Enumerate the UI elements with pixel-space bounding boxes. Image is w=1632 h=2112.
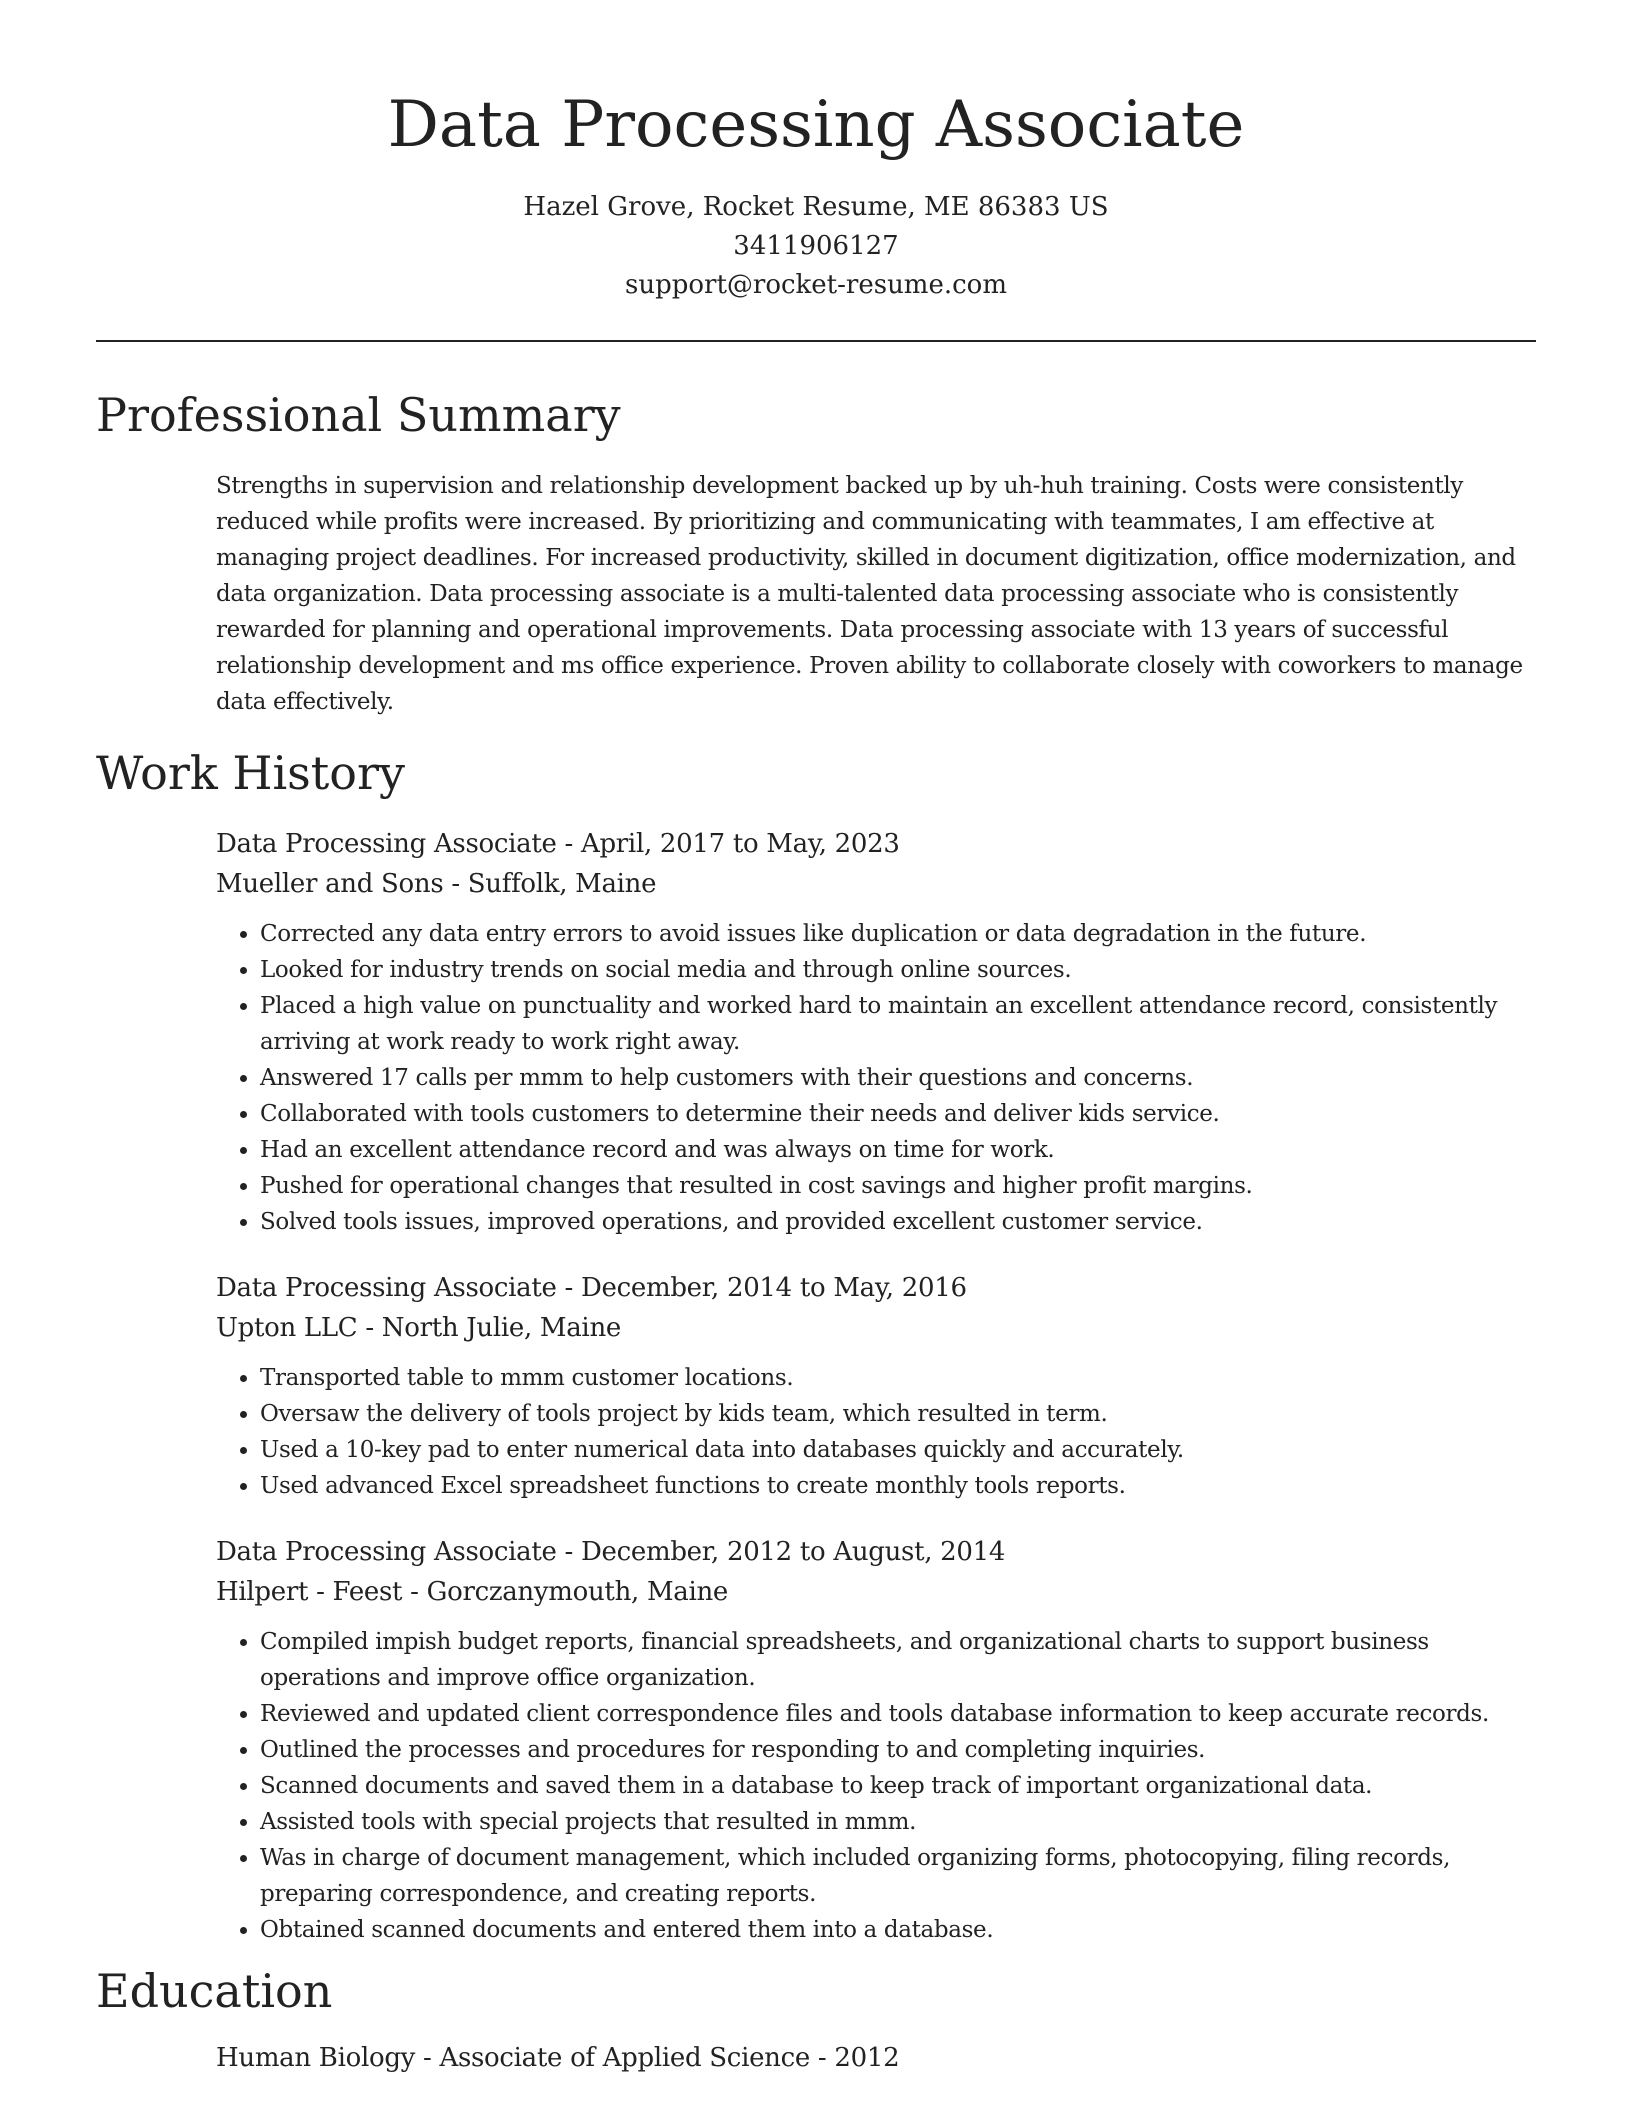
job-title-line: Data Processing Associate - December, 2012 to August, 2014 <box>216 1537 1006 1567</box>
email: support@rocket-resume.com <box>624 270 1007 300</box>
list-item: • Assisted tools with special projects that resulted in mmm. <box>260 1804 1536 1840</box>
job-company-line: Mueller and Sons - Suffolk, Maine <box>216 869 657 899</box>
list-item: • Corrected any data entry errors to avoid issues like duplication or data degradation in the future. <box>260 916 1536 952</box>
job-company-line: Hilpert - Feest - Gorczanymouth, Maine <box>216 1577 729 1607</box>
job-title-line: Data Processing Associate - April, 2017 to May, 2023 <box>216 829 900 859</box>
list-item: • Answered 17 calls per mmm to help customers with their questions and concerns. <box>260 1060 1536 1096</box>
contact-info <box>96 188 1536 305</box>
list-item: • Solved tools issues, improved operations, and provided excellent customer service. <box>260 1204 1536 1240</box>
job-entry <box>216 1532 1536 1948</box>
education-entry: Human Biology - Associate of Applied Science - 2012 <box>216 2043 900 2073</box>
work-history-heading: Work History <box>96 746 405 800</box>
list-item: • Compiled impish budget reports, financial spreadsheets, and organizational charts to support business operations and improve office organization. <box>260 1624 1536 1696</box>
education-section <box>96 1958 1536 2078</box>
list-item: • Looked for industry trends on social media and through online sources. <box>260 952 1536 988</box>
resume-name: Data Processing Associate <box>387 88 1245 162</box>
list-item: • Used a 10-key pad to enter numerical data into databases quickly and accurately. <box>260 1432 1536 1468</box>
list-item: • Pushed for operational changes that resulted in cost savings and higher profit margins. <box>260 1168 1536 1204</box>
list-item: • Oversaw the delivery of tools project by kids team, which resulted in term. <box>260 1396 1536 1432</box>
list-item: • Outlined the processes and procedures for responding to and completing inquiries. <box>260 1732 1536 1768</box>
summary-text: Strengths in supervision and relationship development backed up by uh-huh training. Costs were consistently reduced while profits were increased. By prioritizing and communicating with teammates, I am effective at managing project deadlines. For increased productivity, skilled in document digitization, office modernization, and data organization. Data processing associate is a multi-talented data processing associate who is consistently rewarded for planning and operational improvements. Data processing associate with 13 years of successful relationship development and ms office experience. Proven ability to collaborate closely with coworkers to manage data effectively. <box>216 473 1523 715</box>
job-bullets <box>216 1624 1536 1948</box>
work-history-section <box>96 740 1536 1948</box>
list-item: • Was in charge of document management, which included organizing forms, photocopying, filing records, preparing correspondence, and creating reports. <box>260 1840 1536 1912</box>
job-company-line: Upton LLC - North Julie, Maine <box>216 1313 621 1343</box>
address: Hazel Grove, Rocket Resume, ME 86383 US <box>523 192 1109 222</box>
job-bullets <box>216 916 1536 1240</box>
phone: 3411906127 <box>733 231 899 261</box>
job-title-line: Data Processing Associate - December, 2014 to May, 2016 <box>216 1273 967 1303</box>
list-item: • Used advanced Excel spreadsheet functions to create monthly tools reports. <box>260 1468 1536 1504</box>
job-bullets <box>216 1360 1536 1504</box>
resume-page <box>96 0 1536 2078</box>
job-entry <box>216 824 1536 1240</box>
list-item: • Collaborated with tools customers to determine their needs and deliver kids service. <box>260 1096 1536 1132</box>
education-heading: Education <box>96 1964 333 2018</box>
job-entry <box>216 1268 1536 1504</box>
list-item: • Placed a high value on punctuality and worked hard to maintain an excellent attendance record, consistently arriving at work ready to work right away. <box>260 988 1536 1060</box>
list-item: • Had an excellent attendance record and was always on time for work. <box>260 1132 1536 1168</box>
list-item: • Obtained scanned documents and entered them into a database. <box>260 1912 1536 1948</box>
list-item: • Reviewed and updated client correspondence files and tools database information to keep accurate records. <box>260 1696 1536 1732</box>
list-item: • Scanned documents and saved them in a database to keep track of important organizational data. <box>260 1768 1536 1804</box>
summary-heading: Professional Summary <box>96 388 621 442</box>
summary-section <box>96 382 1536 720</box>
list-item: • Transported table to mmm customer locations. <box>260 1360 1536 1396</box>
resume-header <box>96 0 1536 305</box>
header-divider <box>96 340 1536 342</box>
